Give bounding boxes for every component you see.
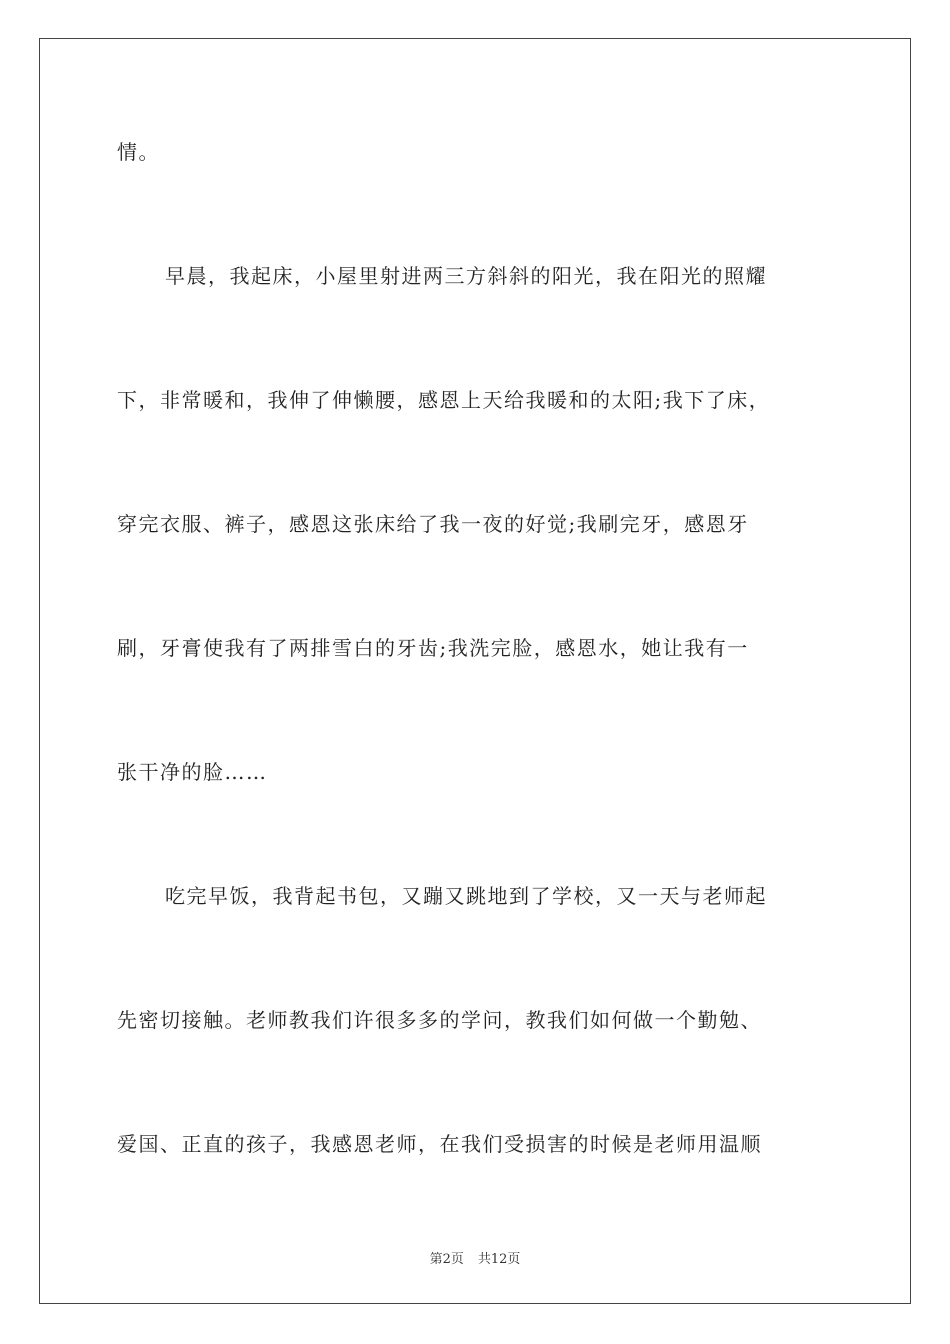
text-line-5: 刷，牙膏使我有了两排雪白的牙齿;我洗完脸，感恩水，她让我有一 bbox=[117, 636, 749, 660]
total-pages: 共12页 bbox=[477, 1252, 521, 1267]
text-line-8: 先密切接触。老师教我们许很多多的学问，教我们如何做一个勤勉、 bbox=[117, 1008, 762, 1032]
paragraph-start-line-2: 早晨，我起床，小屋里射进两三方斜斜的阳光，我在阳光的照耀 bbox=[165, 264, 767, 288]
text-line-6: 张干净的脸…… bbox=[117, 760, 268, 784]
page-border bbox=[39, 38, 911, 1304]
page-number: 第2页 bbox=[429, 1252, 464, 1267]
text-line-4: 穿完衣服、裤子，感恩这张床给了我一夜的好觉;我刷完牙，感恩牙 bbox=[117, 512, 749, 536]
text-line-3: 下，非常暖和，我伸了伸懒腰，感恩上天给我暖和的太阳;我下了床， bbox=[117, 388, 771, 412]
paragraph-start-line-7: 吃完早饭，我背起书包，又蹦又跳地到了学校，又一天与老师起 bbox=[165, 884, 767, 908]
text-line-1: 情。 bbox=[117, 140, 160, 164]
page-footer bbox=[0, 1248, 950, 1267]
text-line-9: 爱国、正直的孩子，我感恩老师，在我们受损害的时候是老师用温顺 bbox=[117, 1132, 762, 1156]
